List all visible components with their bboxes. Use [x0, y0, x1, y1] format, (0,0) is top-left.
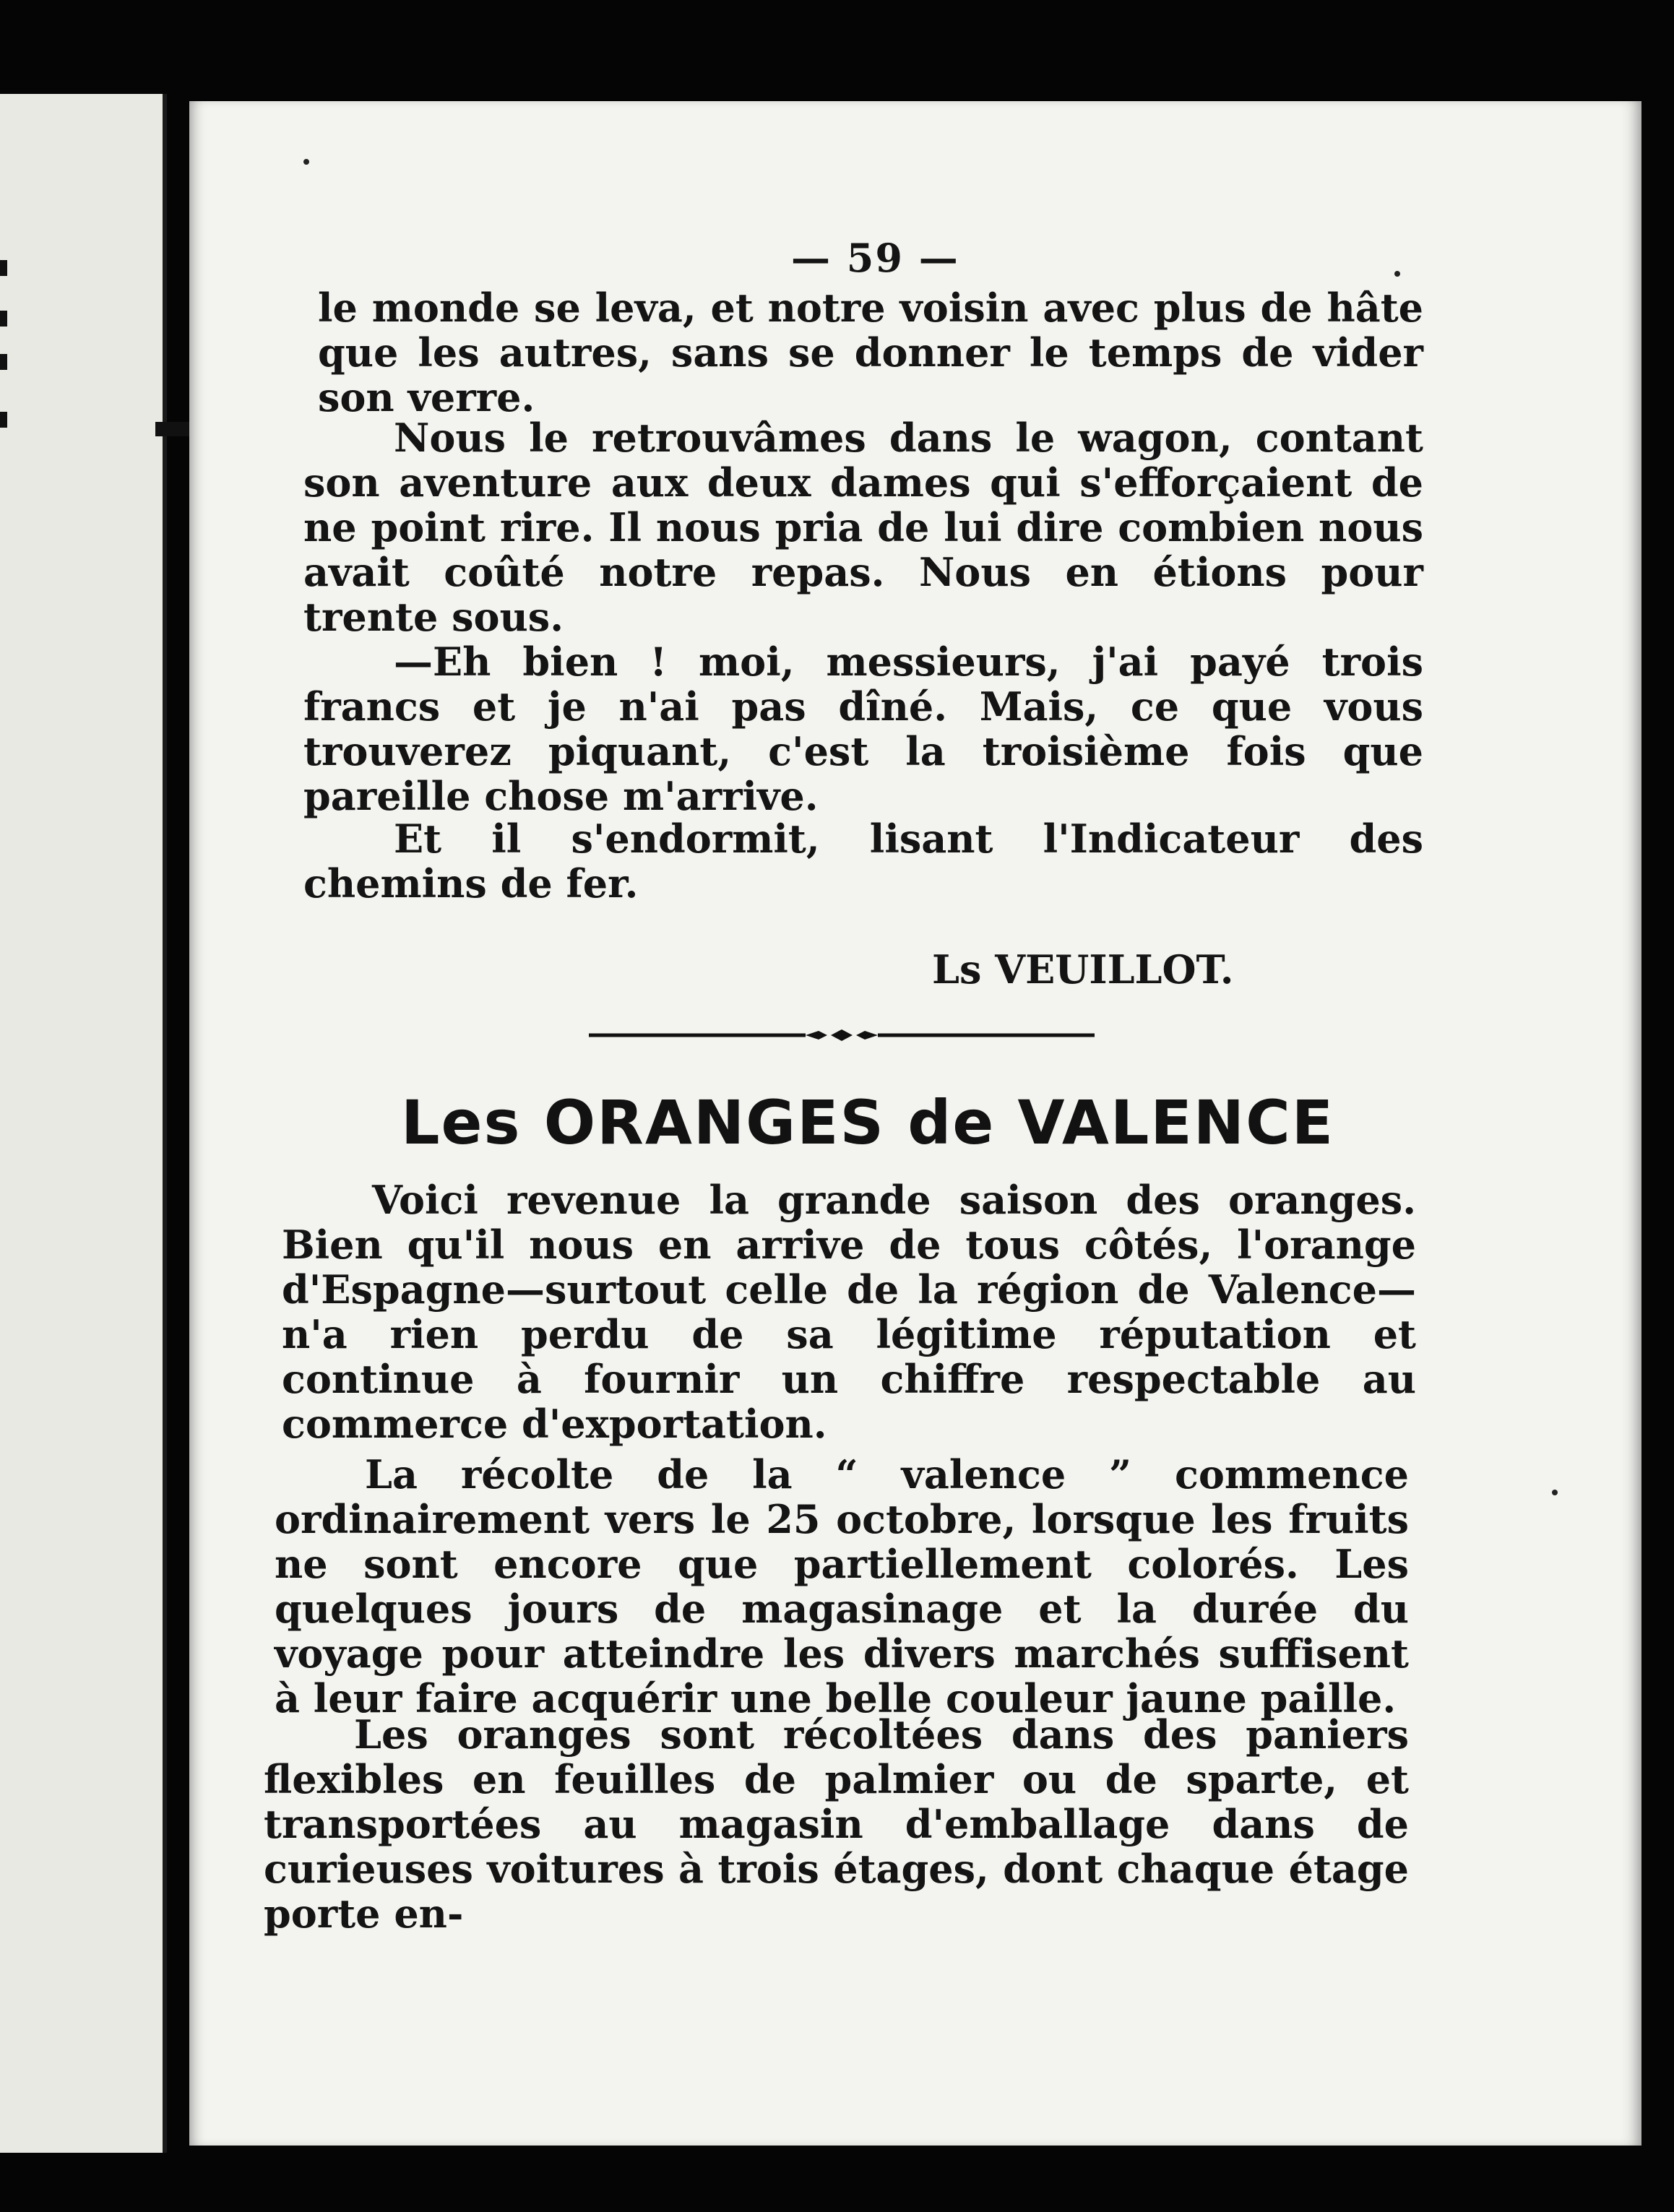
scan-speck: [303, 159, 309, 165]
previous-page-edge: [0, 94, 167, 2153]
page-edge-mark: [0, 260, 7, 276]
scan-speck: [1394, 271, 1400, 277]
paragraph-text: le monde se leva, et notre voisin avec plus de hâte que les autres, sans se donner le temps de vider son verre.: [318, 285, 1423, 420]
paragraph-text: Et il s'endormit, lisant l'Indicateur des chemins de fer.: [303, 816, 1423, 907]
article-title: Les ORANGES de VALENCE: [401, 1087, 1335, 1158]
divider-ornament: [856, 1031, 878, 1040]
paragraph-text: Nous le retrouvâmes dans le wagon, contant son aventure aux deux dames qui s'efforçaient de ne point rire. Il nous pria de lui dire combien nous avait coûté notre repas. Nous en étions pour trente sous.: [303, 415, 1423, 640]
story-paragraph: [318, 285, 1423, 420]
divider-ornament-center: [831, 1029, 853, 1041]
paragraph-text: Les oranges sont récoltées dans des paniers flexibles en feuilles de palmier ou de sparte, et transportées au magasin d'emballage dans de curieuses voitures à trois étages, dont chaque étage porte en-: [264, 1711, 1409, 1937]
divider-ornament: [806, 1031, 827, 1040]
story-paragraph: [303, 639, 1423, 818]
story-paragraph: [303, 415, 1423, 639]
ornamental-divider: [589, 1029, 1095, 1041]
paragraph-text: —Eh bien ! moi, messieurs, j'ai payé trois francs et je n'ai pas dîné. Mais, ce que vous trouverez piquant, c'est la troisième fois que pareille chose m'arrive.: [303, 639, 1423, 819]
paragraph-text: Voici revenue la grande saison des oranges. Bien qu'il nous en arrive de tous côtés, l'orange d'Espagne—surtout celle de la région de Valence—n'a rien perdu de sa légitime réputation et continue à fournir un chiffre respectable au commerce d'exportation.: [282, 1177, 1416, 1447]
scan-speck: [1552, 1490, 1558, 1495]
article-paragraph: [264, 1712, 1409, 1936]
article-paragraph: [275, 1452, 1409, 1721]
article-paragraph: [282, 1178, 1416, 1446]
story-paragraph: [303, 816, 1423, 906]
page-edge-mark: [0, 311, 7, 327]
page-number: — 59 —: [791, 235, 959, 281]
page-edge-mark: [0, 412, 7, 428]
author-signature: Ls VEUILLOT.: [932, 946, 1234, 993]
page-edge-mark: [0, 354, 7, 370]
binding-mark: [155, 422, 191, 436]
paragraph-text: La récolte de la “ valence ” commence ordinairement vers le 25 octobre, lorsque les fruits ne sont encore que partiellement colorés. Les quelques jours de magasinage et la durée du voyage pour atteindre les divers marchés suffisent à leur faire acquérir une belle couleur jaune paille.: [275, 1451, 1409, 1721]
